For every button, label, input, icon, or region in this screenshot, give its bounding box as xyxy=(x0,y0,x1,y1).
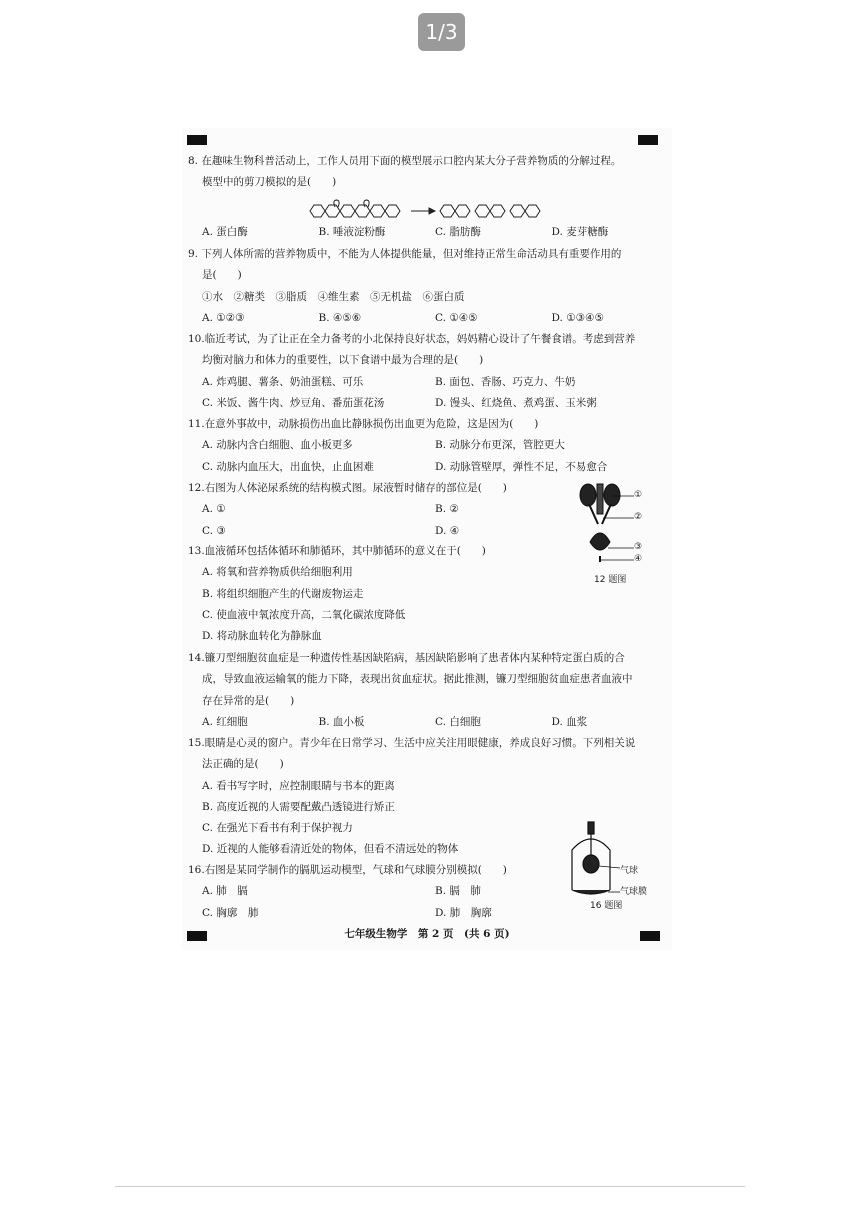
molecule-model-figure xyxy=(305,199,550,223)
option-d[interactable]: D. 动脉管壁厚，弹性不足，不易愈合 xyxy=(435,460,608,473)
option-c[interactable]: C. 使血液中氧浓度升高，二氧化碳浓度降低 xyxy=(202,608,406,621)
option-a[interactable]: A. 炸鸡腿、薯条、奶油蛋糕、可乐 xyxy=(202,375,364,388)
option-b[interactable]: B. 唾液淀粉酶 xyxy=(318,226,386,238)
figure-label: 气球 xyxy=(620,866,639,876)
question-9 xyxy=(188,244,668,329)
option-b[interactable]: B. 膈 肺 xyxy=(435,885,481,898)
question-items: ①水 ②糖类 ③脂质 ④维生素 ⑤无机盐 ⑥蛋白质 xyxy=(202,290,465,303)
option-c[interactable]: C. 在强光下看书有利于保护视力 xyxy=(202,822,353,835)
question-14 xyxy=(188,648,668,733)
option-c[interactable]: C. 米饭、酱牛肉、炒豆角、番茄蛋花汤 xyxy=(202,396,385,409)
figure-caption: 12 题图 xyxy=(594,575,627,585)
question-10 xyxy=(188,329,668,414)
question-stem: 11.在意外事故中，动脉损伤出血比静脉损伤出血更为危险，这是因为( ) xyxy=(188,418,539,430)
option-d[interactable]: D. 将动脉血转化为静脉血 xyxy=(202,630,322,643)
question-stem: 成，导致血液运输氧的能力下降，表现出贫血症状。据此推测，镰刀型细胞贫血症患者血液中 xyxy=(202,673,633,686)
question-stem: 14.镰刀型细胞贫血症是一种遗传性基因缺陷病，基因缺陷影响了患者体内某种特定蛋白质的合 xyxy=(188,652,625,664)
figure-label: ① xyxy=(634,490,643,500)
option-c[interactable]: C. 动脉内血压大，出血快，止血困难 xyxy=(202,460,374,473)
diaphragm-model-figure xyxy=(562,820,622,900)
question-stem: 存在异常的是( ) xyxy=(202,694,295,707)
option-b[interactable]: B. 高度近视的人需要配戴凸透镜进行矫正 xyxy=(202,800,395,813)
option-d[interactable]: D. ④ xyxy=(435,524,460,537)
figure-label: 气球膜 xyxy=(620,887,648,897)
option-d[interactable]: D. 肺 胸廓 xyxy=(435,906,492,919)
page-indicator: 1/3 xyxy=(418,13,465,51)
option-c[interactable]: C. 胸廓 肺 xyxy=(202,906,259,919)
option-b[interactable]: B. 将组织细胞产生的代谢废物运走 xyxy=(202,587,364,600)
question-stem: 9. 下列人体所需的营养物质中，不能为人体提供能量，但对维持正常生命活动具有重要作用的 xyxy=(188,248,622,260)
option-c[interactable]: C. 白细胞 xyxy=(435,715,481,728)
registration-mark xyxy=(187,135,207,145)
option-a[interactable]: A. 将氧和营养物质供给细胞利用 xyxy=(202,566,353,579)
question-8-options xyxy=(188,222,668,243)
option-a[interactable]: A. 红细胞 xyxy=(202,715,248,728)
figure-label: ④ xyxy=(634,554,643,564)
option-b[interactable]: B. 动脉分布更深，管腔更大 xyxy=(435,439,565,452)
page-footer: 七年级生物学 第 2 页 (共 6 页) xyxy=(344,928,510,940)
question-stem: 模型中的剪刀模拟的是( ) xyxy=(202,176,337,189)
option-d[interactable]: D. ①③④⑤ xyxy=(551,311,604,324)
option-a[interactable]: A. ① xyxy=(202,503,226,516)
registration-mark xyxy=(638,135,658,145)
question-stem: 8. 在趣味生物科普活动上，工作人员用下面的模型展示口腔内某大分子营养物质的分解过程。 xyxy=(188,155,622,167)
option-d[interactable]: D. 麦芽糖酶 xyxy=(551,226,609,238)
question-stem: 均衡对脑力和体力的重要性，以下食谱中最为合理的是( ) xyxy=(202,354,484,367)
option-a[interactable]: A. ①②③ xyxy=(202,311,245,324)
option-c[interactable]: C. 脂肪酶 xyxy=(435,226,481,238)
option-b[interactable]: B. 面包、香肠、巧克力、牛奶 xyxy=(435,375,576,388)
question-13 xyxy=(188,541,668,647)
option-c[interactable]: C. ③ xyxy=(202,524,226,537)
question-11 xyxy=(188,414,668,478)
divider xyxy=(115,1186,745,1187)
option-a[interactable]: A. 看书写字时，应控制眼睛与书本的距离 xyxy=(202,779,395,792)
option-a[interactable]: A. 蛋白酶 xyxy=(202,226,248,238)
option-d[interactable]: D. 馒头、红烧鱼、煮鸡蛋、玉米粥 xyxy=(435,396,597,409)
option-a[interactable]: A. 动脉内含白细胞、血小板更多 xyxy=(202,439,353,452)
option-b[interactable]: B. 血小板 xyxy=(318,715,365,728)
option-a[interactable]: A. 肺 膈 xyxy=(202,885,248,898)
option-b[interactable]: B. ④⑤⑥ xyxy=(318,311,362,324)
option-d[interactable]: D. 近视的人能够看清近处的物体，但看不清远处的物体 xyxy=(202,843,459,856)
question-stem: 15.眼睛是心灵的窗户。青少年在日常学习、生活中应关注用眼健康，养成良好习惯。下列相关说 xyxy=(188,737,636,749)
question-stem: 13.血液循环包括体循环和肺循环，其中肺循环的意义在于( ) xyxy=(188,545,486,557)
option-c[interactable]: C. ①④⑤ xyxy=(435,311,478,324)
figure-caption: 16 题图 xyxy=(590,901,623,911)
question-stem: 是( ) xyxy=(202,269,242,282)
option-d[interactable]: D. 血浆 xyxy=(551,715,588,728)
question-stem: 12.右图为人体泌尿系统的结构模式图。尿液暂时储存的部位是( ) xyxy=(188,482,507,494)
question-stem: 16.右图是某同学制作的膈肌运动模型，气球和气球膜分别模拟( ) xyxy=(188,864,507,876)
option-b[interactable]: B. ② xyxy=(435,503,459,516)
question-stem: 10.临近考试，为了让正在全力备考的小北保持良好状态，妈妈精心设计了午餐食谱。考虑到营养 xyxy=(188,333,636,345)
question-stem: 法正确的是( ) xyxy=(202,758,284,771)
question-8 xyxy=(188,151,668,194)
figure-label: ③ xyxy=(634,542,643,552)
figure-label: ② xyxy=(634,512,643,522)
